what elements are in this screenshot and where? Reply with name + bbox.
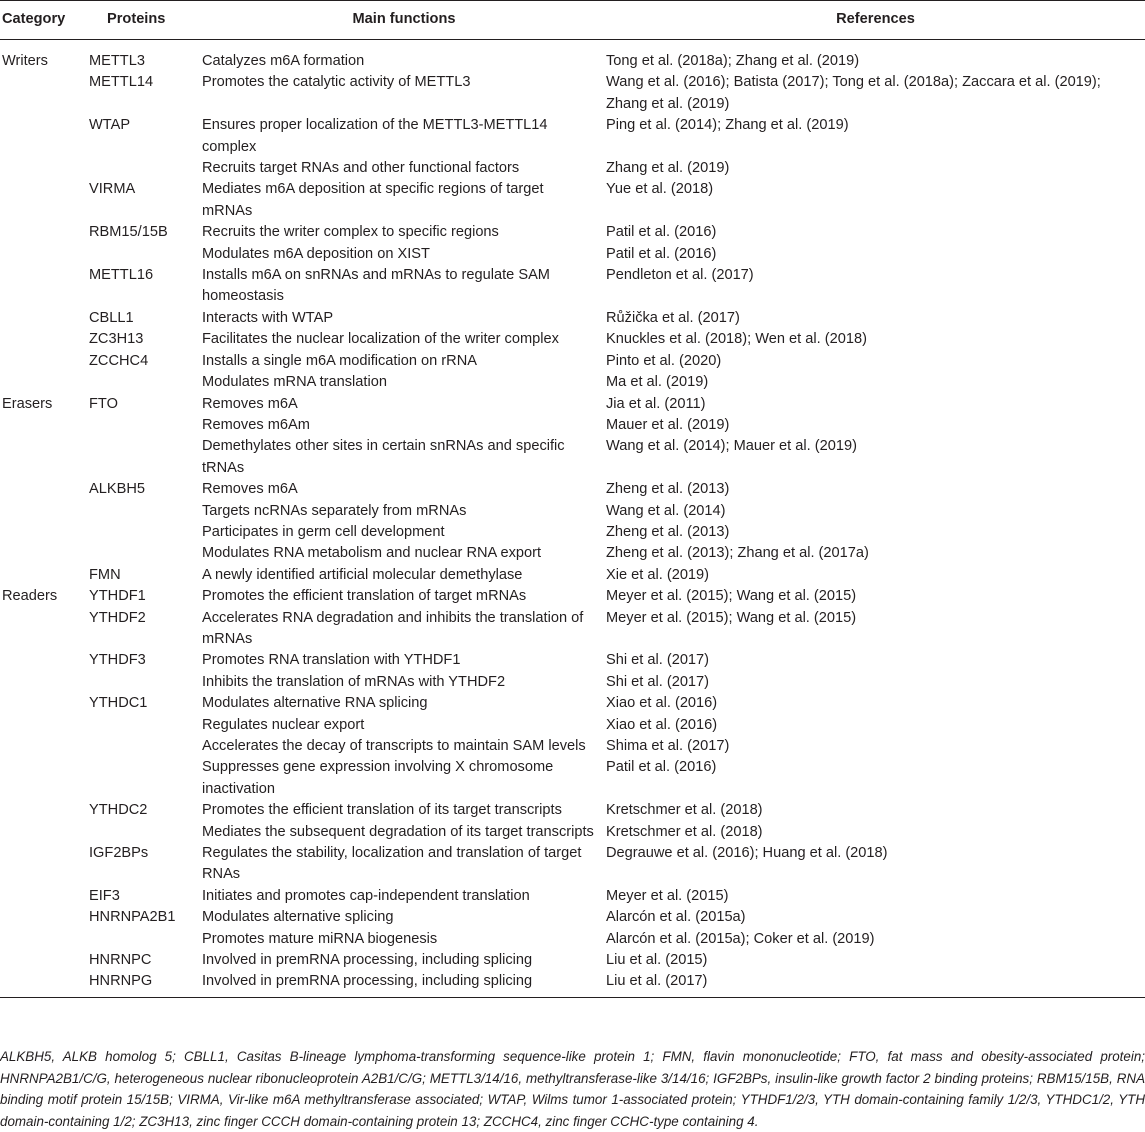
category-cell xyxy=(0,822,89,843)
table-row xyxy=(0,40,1145,73)
table-row xyxy=(0,715,1145,736)
function-cell: Mediates m6A deposition at specific regions of target mRNAs xyxy=(202,181,544,219)
function-cell: Targets ncRNAs separately from mRNAs xyxy=(202,502,467,519)
function-cell: Suppresses gene expression involving X chromosome inactivation xyxy=(202,759,554,797)
category-cell xyxy=(0,265,89,308)
table-row xyxy=(0,608,1145,651)
category-cell xyxy=(0,800,89,821)
category-cell xyxy=(0,950,89,971)
function-cell: Modulates alternative splicing xyxy=(202,909,394,926)
references-cell: Zhang et al. (2019) xyxy=(606,160,730,177)
references-cell: Wang et al. (2014); Mauer et al. (2019) xyxy=(606,438,857,455)
references-cell: Zheng et al. (2013) xyxy=(606,523,730,540)
table-row xyxy=(0,886,1145,907)
references-cell: Knuckles et al. (2018); Wen et al. (2018) xyxy=(606,331,867,348)
table-header xyxy=(0,1,1145,40)
protein-cell: CBLL1 xyxy=(89,309,134,326)
category-cell xyxy=(0,672,89,693)
protein-cell: ZCCHC4 xyxy=(89,352,149,369)
references-cell: Liu et al. (2015) xyxy=(606,952,708,969)
table-row xyxy=(0,522,1145,543)
function-cell: Participates in germ cell development xyxy=(202,523,445,540)
table-row xyxy=(0,394,1145,415)
table-row xyxy=(0,843,1145,886)
references-cell: Patil et al. (2016) xyxy=(606,245,717,262)
protein-cell xyxy=(89,736,202,757)
category-cell xyxy=(0,479,89,500)
table-row xyxy=(0,265,1145,308)
protein-cell: METTL14 xyxy=(89,74,154,91)
references-cell: Meyer et al. (2015) xyxy=(606,887,729,904)
category-cell xyxy=(0,72,89,115)
table-body xyxy=(0,40,1145,998)
category-cell xyxy=(0,757,89,800)
category-cell xyxy=(0,971,89,997)
category-cell xyxy=(0,436,89,479)
table-row xyxy=(0,158,1145,179)
function-cell: Installs m6A on snRNAs and mRNAs to regulate SAM homeostasis xyxy=(202,267,550,305)
function-cell: Interacts with WTAP xyxy=(202,309,334,326)
table-row xyxy=(0,308,1145,329)
references-cell: Tong et al. (2018a); Zhang et al. (2019) xyxy=(606,53,860,69)
table-row xyxy=(0,565,1145,586)
references-cell: Jia et al. (2011) xyxy=(606,395,706,412)
references-cell: Meyer et al. (2015); Wang et al. (2015) xyxy=(606,609,857,626)
references-cell: Wang et al. (2014) xyxy=(606,502,726,519)
function-cell: Promotes mature miRNA biogenesis xyxy=(202,930,438,947)
protein-cell: YTHDC2 xyxy=(89,802,148,819)
table-row xyxy=(0,950,1145,971)
table-row xyxy=(0,179,1145,222)
function-cell: Catalyzes m6A formation xyxy=(202,53,365,69)
function-cell: Installs a single m6A modification on rRNA xyxy=(202,352,477,369)
function-cell: Regulates the stability, localization and translation of target RNAs xyxy=(202,845,582,883)
category-cell: Writers xyxy=(2,53,48,69)
references-cell: Xie et al. (2019) xyxy=(606,566,710,583)
category-cell xyxy=(0,351,89,372)
protein-cell xyxy=(89,158,202,179)
protein-cell xyxy=(89,715,202,736)
protein-cell: YTHDF3 xyxy=(89,652,146,669)
function-cell: Removes m6A xyxy=(202,395,298,412)
protein-cell xyxy=(89,372,202,393)
protein-cell xyxy=(89,929,202,950)
protein-cell: YTHDC1 xyxy=(89,695,148,712)
function-cell: Recruits the writer complex to specific regions xyxy=(202,224,499,241)
function-cell: Involved in premRNA processing, including splicing xyxy=(202,952,533,969)
protein-cell xyxy=(89,436,202,479)
function-cell: Promotes the catalytic activity of METTL3 xyxy=(202,74,471,91)
header-row xyxy=(0,1,1145,40)
category-cell xyxy=(0,329,89,350)
category-cell xyxy=(0,565,89,586)
category-cell xyxy=(0,736,89,757)
category-cell xyxy=(0,608,89,651)
category-cell xyxy=(0,843,89,886)
references-cell: Patil et al. (2016) xyxy=(606,759,717,776)
protein-cell xyxy=(89,543,202,564)
function-cell: Removes m6A xyxy=(202,481,298,498)
references-cell: Mauer et al. (2019) xyxy=(606,416,730,433)
function-cell: Modulates alternative RNA splicing xyxy=(202,695,428,712)
table-row xyxy=(0,650,1145,671)
table-row xyxy=(0,757,1145,800)
references-cell: Liu et al. (2017) xyxy=(606,971,1145,997)
header-references: References xyxy=(606,1,1145,40)
references-cell: Degrauwe et al. (2016); Huang et al. (2018) xyxy=(606,845,888,862)
function-cell: Recruits target RNAs and other functional factors xyxy=(202,160,520,177)
function-cell: Regulates nuclear export xyxy=(202,716,365,733)
table-row xyxy=(0,543,1145,564)
references-cell: Ma et al. (2019) xyxy=(606,374,709,391)
function-cell: Demethylates other sites in certain snRNAs and specific tRNAs xyxy=(202,438,565,476)
protein-cell xyxy=(89,501,202,522)
table-row xyxy=(0,736,1145,757)
function-cell: Promotes RNA translation with YTHDF1 xyxy=(202,652,461,669)
table-row xyxy=(0,929,1145,950)
category-cell xyxy=(0,501,89,522)
function-cell: Modulates m6A deposition on XIST xyxy=(202,245,430,262)
header-functions: Main functions xyxy=(202,1,606,40)
table-row xyxy=(0,693,1145,714)
protein-cell: HNRNPG xyxy=(89,971,202,997)
references-cell: Xiao et al. (2016) xyxy=(606,695,718,712)
category-cell xyxy=(0,907,89,928)
references-cell: Pinto et al. (2020) xyxy=(606,352,722,369)
protein-cell: YTHDF2 xyxy=(89,609,146,626)
references-cell: Pendleton et al. (2017) xyxy=(606,267,754,284)
category-cell xyxy=(0,179,89,222)
table-row xyxy=(0,672,1145,693)
category-cell xyxy=(0,715,89,736)
table-row xyxy=(0,800,1145,821)
table-row xyxy=(0,244,1145,265)
table-row xyxy=(0,822,1145,843)
category-cell xyxy=(0,158,89,179)
function-cell: Accelerates RNA degradation and inhibits the translation of mRNAs xyxy=(202,609,584,647)
protein-cell: METTL3 xyxy=(89,53,145,69)
function-cell: Promotes the efficient translation of its target transcripts xyxy=(202,802,562,819)
category-cell: Readers xyxy=(2,588,58,605)
function-cell: Promotes the efficient translation of target mRNAs xyxy=(202,588,527,605)
references-cell: Kretschmer et al. (2018) xyxy=(606,802,763,819)
table-row xyxy=(0,479,1145,500)
category-cell xyxy=(0,244,89,265)
references-cell: Zheng et al. (2013); Zhang et al. (2017a) xyxy=(606,545,869,562)
table-row xyxy=(0,586,1145,607)
protein-cell: ZC3H13 xyxy=(89,331,144,348)
category-cell xyxy=(0,693,89,714)
protein-cell xyxy=(89,822,202,843)
references-cell: Yue et al. (2018) xyxy=(606,181,714,198)
table-row xyxy=(0,351,1145,372)
table-row xyxy=(0,415,1145,436)
function-cell: Involved in premRNA processing, including splicing xyxy=(202,971,606,997)
protein-cell xyxy=(89,415,202,436)
protein-cell xyxy=(89,757,202,800)
header-category: Category xyxy=(0,1,89,40)
table-row xyxy=(0,115,1145,158)
function-cell: Modulates mRNA translation xyxy=(202,374,387,391)
protein-cell: HNRNPA2B1 xyxy=(89,909,176,926)
category-cell xyxy=(0,115,89,158)
function-cell: A newly identified artificial molecular demethylase xyxy=(202,566,523,583)
protein-cell: YTHDF1 xyxy=(89,588,146,605)
table-row xyxy=(0,372,1145,393)
protein-cell: FTO xyxy=(89,395,118,412)
function-cell: Facilitates the nuclear localization of the writer complex xyxy=(202,331,559,348)
protein-cell: FMN xyxy=(89,566,121,583)
references-cell: Xiao et al. (2016) xyxy=(606,716,718,733)
references-cell: Zheng et al. (2013) xyxy=(606,481,730,498)
category-cell xyxy=(0,415,89,436)
references-cell: Alarcón et al. (2015a) xyxy=(606,909,746,926)
references-cell: Kretschmer et al. (2018) xyxy=(606,823,763,840)
category-cell xyxy=(0,543,89,564)
protein-cell xyxy=(89,522,202,543)
category-cell xyxy=(0,372,89,393)
table-row xyxy=(0,436,1145,479)
protein-cell: VIRMA xyxy=(89,181,136,198)
protein-cell xyxy=(89,244,202,265)
protein-cell: EIF3 xyxy=(89,887,120,904)
protein-cell: WTAP xyxy=(89,117,131,134)
category-cell xyxy=(0,886,89,907)
references-cell: Shima et al. (2017) xyxy=(606,738,730,754)
function-cell: Ensures proper localization of the METTL3-METTL14 complex xyxy=(202,117,548,155)
protein-cell: IGF2BPs xyxy=(89,845,149,862)
references-cell: Alarcón et al. (2015a); Coker et al. (2019) xyxy=(606,930,875,947)
category-cell xyxy=(0,308,89,329)
category-cell xyxy=(0,522,89,543)
table-row xyxy=(0,501,1145,522)
protein-cell: RBM15/15B xyxy=(89,224,168,241)
table-row xyxy=(0,971,1145,997)
table-row xyxy=(0,329,1145,350)
function-cell: Initiates and promotes cap-independent translation xyxy=(202,887,530,904)
function-cell: Mediates the subsequent degradation of its target transcripts xyxy=(202,823,594,840)
references-cell: Wang et al. (2016); Batista (2017); Tong et al. (2018a); Zaccara et al. (2019); Zhang et al. (2019) xyxy=(606,74,1101,112)
function-cell: Inhibits the translation of mRNAs with YTHDF2 xyxy=(202,673,506,690)
category-cell xyxy=(0,929,89,950)
references-cell: Shi et al. (2017) xyxy=(606,652,710,669)
table-row xyxy=(0,72,1145,115)
function-cell: Modulates RNA metabolism and nuclear RNA export xyxy=(202,545,542,562)
references-cell: Ping et al. (2014); Zhang et al. (2019) xyxy=(606,117,849,134)
references-cell: Meyer et al. (2015); Wang et al. (2015) xyxy=(606,588,857,605)
table-row xyxy=(0,222,1145,243)
header-proteins: Proteins xyxy=(89,1,202,40)
function-cell: Removes m6Am xyxy=(202,416,310,433)
references-cell: Patil et al. (2016) xyxy=(606,224,717,241)
category-cell xyxy=(0,222,89,243)
function-cell: Accelerates the decay of transcripts to maintain SAM levels xyxy=(202,738,586,754)
references-cell: Růžička et al. (2017) xyxy=(606,309,740,326)
category-cell xyxy=(0,650,89,671)
table-row xyxy=(0,907,1145,928)
protein-cell: HNRNPC xyxy=(89,952,152,969)
references-cell: Shi et al. (2017) xyxy=(606,673,710,690)
protein-cell: ALKBH5 xyxy=(89,481,145,498)
category-cell: Erasers xyxy=(2,395,53,412)
table-footnote: ALKBH5, ALKB homolog 5; CBLL1, Casitas B-lineage lymphoma-transforming sequence-like protein 1; FMN, flavin mononucleotide; FTO, fat mass and obesity-associated protein; HNRNPA2B1/C/G, heterogeneous nuclear ribonucleoprotein A2B1/C/G; METTL3/14/16, methyltransferase-like 3/14/16; IGF2BPs, insulin-like growth factor 2 binding proteins; RBM15/15B, RNA binding motif protein 15/15B; VIRMA, Vir-like m6A methyltransferase associated; WTAP, Wilms tumor 1-associated protein; YTHDF1/2/3, YTH domain-containing family 1/2/3, YTHDC1/2, YTH domain-containing 1/2; ZC3H13, zinc finger CCCH domain-containing protein 13; ZCCHC4, zinc finger CCHC-type containing 4. xyxy=(0,1049,1145,1129)
protein-cell xyxy=(89,672,202,693)
protein-cell: METTL16 xyxy=(89,267,154,284)
